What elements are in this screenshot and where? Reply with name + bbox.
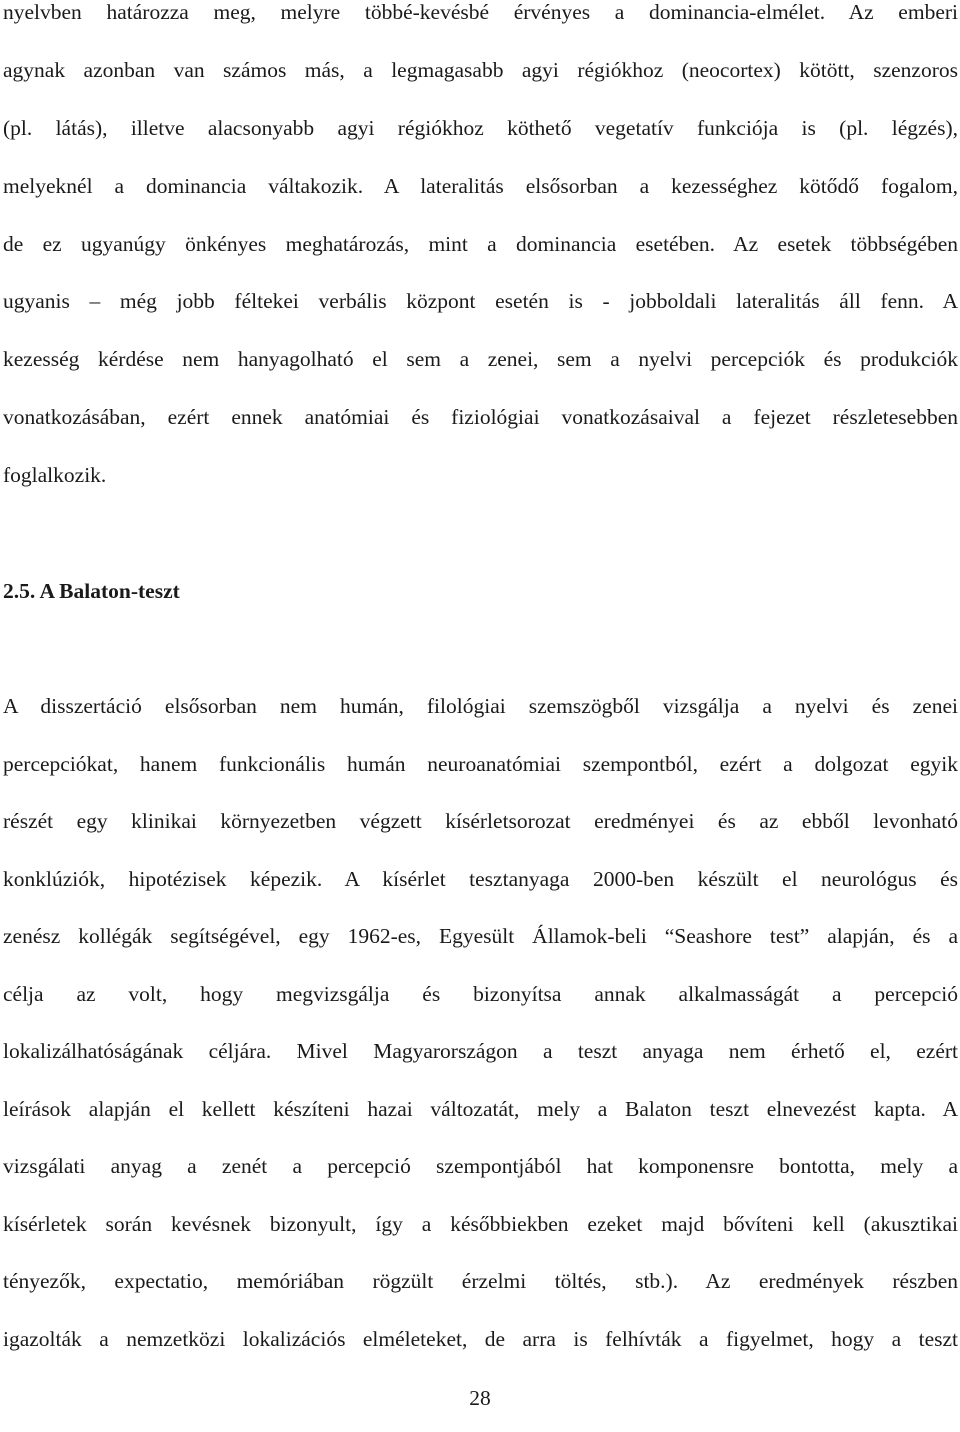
text-line: vizsgálati anyag a zenét a percepció szempontjából hat komponensre bontotta, mely a bbox=[3, 1154, 958, 1179]
text-line: tényezők, expectatio, memóriában rögzült érzelmi töltés, stb.). Az eredmények részben bbox=[3, 1269, 958, 1294]
text-line: leírások alapján el kellett készíteni hazai változatát, mely a Balaton teszt elnevezést kapta. A bbox=[3, 1096, 958, 1121]
section-heading: 2.5. A Balaton-teszt bbox=[3, 579, 180, 603]
text-line: lokalizálhatóságának céljára. Mivel Magyarországon a teszt anyaga nem érhető el, ezért bbox=[3, 1039, 958, 1064]
text-line: igazolták a nemzetközi lokalizációs elméleteket, de arra is felhívták a figyelmet, hogy a teszt bbox=[3, 1327, 958, 1352]
text-line: (pl. látás), illetve alacsonyabb agyi régiókhoz köthető vegetatív funkciója is (pl. légzés), bbox=[3, 115, 958, 140]
paragraph-dominance bbox=[3, 0, 958, 519]
text-line: kezesség kérdése nem hanyagolható el sem a zenei, sem a nyelvi percepciók és produkciók bbox=[3, 347, 958, 372]
text-line: melyeknél a dominancia váltakozik. A lateralitás elsősorban a kezességhez kötődő fogalom, bbox=[3, 173, 958, 198]
text-line: kísérletek során kevésnek bizonyult, így a későbbiekben ezeket majd bővíteni kell (akusztikai bbox=[3, 1211, 958, 1236]
text-line: agynak azonban van számos más, a legmagasabb agyi régiókhoz (neocortex) kötött, szenzoros bbox=[3, 57, 958, 82]
text-line: célja az volt, hogy megvizsgálja és bizonyítsa annak alkalmasságát a percepció bbox=[3, 981, 958, 1006]
text-line: foglalkozik. bbox=[3, 463, 107, 488]
text-line: zenész kollégák segítségével, egy 1962-es, Egyesült Államok-beli “Seashore test” alapján, és a bbox=[3, 924, 958, 949]
text-line: de ez ugyanúgy önkényes meghatározás, mint a dominancia esetében. Az esetek többségében bbox=[3, 231, 958, 256]
text-line: részét egy klinikai környezetben végzett kísérletsorozat eredményei és az ebből levonható bbox=[3, 809, 958, 834]
text-line: A disszertáció elsősorban nem humán, filológiai szemszögből vizsgálja a nyelvi és zenei bbox=[3, 694, 958, 718]
text-line: konklúziók, hipotézisek képezik. A kísérlet tesztanyaga 2000-ben készült el neurológus és bbox=[3, 866, 958, 891]
text-line: percepciókat, hanem funkcionális humán neuroanatómiai szempontból, ezért a dolgozat egyik bbox=[3, 751, 958, 776]
paragraph-balaton-test bbox=[3, 692, 958, 1383]
text-line: ugyanis – még jobb féltekei verbális központ esetén is - jobboldali lateralitás áll fenn. A bbox=[3, 289, 958, 314]
text-line: vonatkozásában, ezért ennek anatómiai és fiziológiai vonatkozásaival a fejezet részletesebben bbox=[3, 405, 958, 430]
text-line: nyelvben határozza meg, melyre többé-kevésbé érvényes a dominancia-elmélet. Az emberi bbox=[3, 0, 958, 24]
page-number: 28 bbox=[469, 1386, 491, 1410]
